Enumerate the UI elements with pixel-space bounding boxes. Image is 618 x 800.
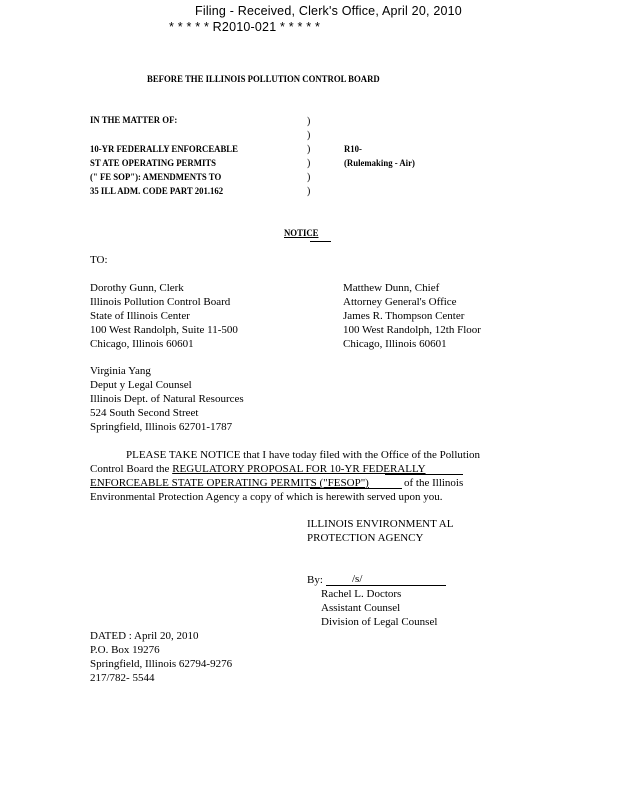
caption-paren: ) [307, 144, 311, 155]
notice-underline [310, 241, 331, 242]
recipient-line: Virginia Yang [90, 365, 151, 377]
recipient-line: 524 South Second Street [90, 407, 199, 419]
notice-body-text: Control Board the [90, 463, 173, 475]
in-matter-label: IN THE MATTER OF: [90, 116, 178, 126]
caption-paren: ) [307, 130, 311, 141]
recipient-line: Matthew Dunn, Chief [343, 282, 440, 294]
caption-title-line: ST ATE OPERATING PERMITS [90, 159, 217, 169]
address-line: Springfield, Illinois 62794-9276 [90, 658, 233, 670]
recipient-line: 100 West Randolph, Suite 11-500 [90, 324, 238, 336]
caption-paren: ) [307, 158, 311, 169]
caption-title-line: 10-YR FEDERALLY ENFORCEABLE [90, 145, 238, 155]
signer-title: Assistant Counsel [321, 602, 401, 614]
proposal-underline [310, 488, 402, 489]
caption-title-line: 35 ILL ADM. CODE PART 201.162 [90, 187, 224, 197]
phone-line: 217/782- 5544 [90, 672, 155, 684]
by-label: By: [307, 574, 323, 586]
signer-division: Division of Legal Counsel [321, 616, 438, 628]
agency-name: PROTECTION AGENCY [307, 532, 424, 544]
address-line: P.O. Box 19276 [90, 644, 160, 656]
caption-title-line: (" FE SOP"): AMENDMENTS TO [90, 173, 222, 183]
recipient-line: James R. Thompson Center [343, 310, 465, 322]
dated-line: DATED : April 20, 2010 [90, 630, 199, 642]
caption-paren: ) [307, 172, 311, 183]
caption-paren: ) [307, 186, 311, 197]
proposal-title: ENFORCEABLE STATE OPERATING PERMITS ("FESOP") [90, 477, 369, 489]
recipient-line: Deput y Legal Counsel [90, 379, 192, 391]
recipient-line: Illinois Dept. of Natural Resources [90, 393, 244, 405]
signature-mark: /s/ [352, 573, 363, 585]
proposal-underline [385, 474, 463, 475]
docket-type: (Rulemaking - Air) [344, 159, 415, 169]
recipient-line: Springfield, Illinois 62701-1787 [90, 421, 233, 433]
signer-name: Rachel L. Doctors [321, 588, 402, 600]
notice-heading: NOTICE [284, 229, 319, 239]
to-label: TO: [90, 254, 108, 266]
caption-paren: ) [307, 116, 311, 127]
recipient-line: Dorothy Gunn, Clerk [90, 282, 184, 294]
notice-body-line [90, 462, 426, 477]
notice-body-line: PLEASE TAKE NOTICE that I have today filed with the Office of the Pollution [126, 449, 481, 461]
docket-number: R10- [344, 145, 362, 155]
agency-name: ILLINOIS ENVIRONMENT AL [307, 518, 454, 530]
recipient-line: State of Illinois Center [90, 310, 190, 322]
recipient-line: Attorney General's Office [343, 296, 457, 308]
docket-stamp-line: * * * * * R2010-021 * * * * * [169, 20, 321, 34]
recipient-line: Chicago, Illinois 60601 [90, 338, 194, 350]
filing-stamp-line: Filing - Received, Clerk's Office, April 20, 2010 [195, 4, 462, 18]
notice-body-text: of the Illinois [404, 477, 464, 489]
signature-line [326, 585, 446, 586]
recipient-line: 100 West Randolph, 12th Floor [343, 324, 481, 336]
board-heading: BEFORE THE ILLINOIS POLLUTION CONTROL BOARD [147, 75, 380, 85]
recipient-line: Chicago, Illinois 60601 [343, 338, 447, 350]
proposal-title: REGULATORY PROPOSAL FOR 10-YR FEDERALLY [172, 463, 426, 475]
recipient-line: Illinois Pollution Control Board [90, 296, 231, 308]
notice-body-line: Environmental Protection Agency a copy of which is herewith served upon you. [90, 491, 443, 503]
